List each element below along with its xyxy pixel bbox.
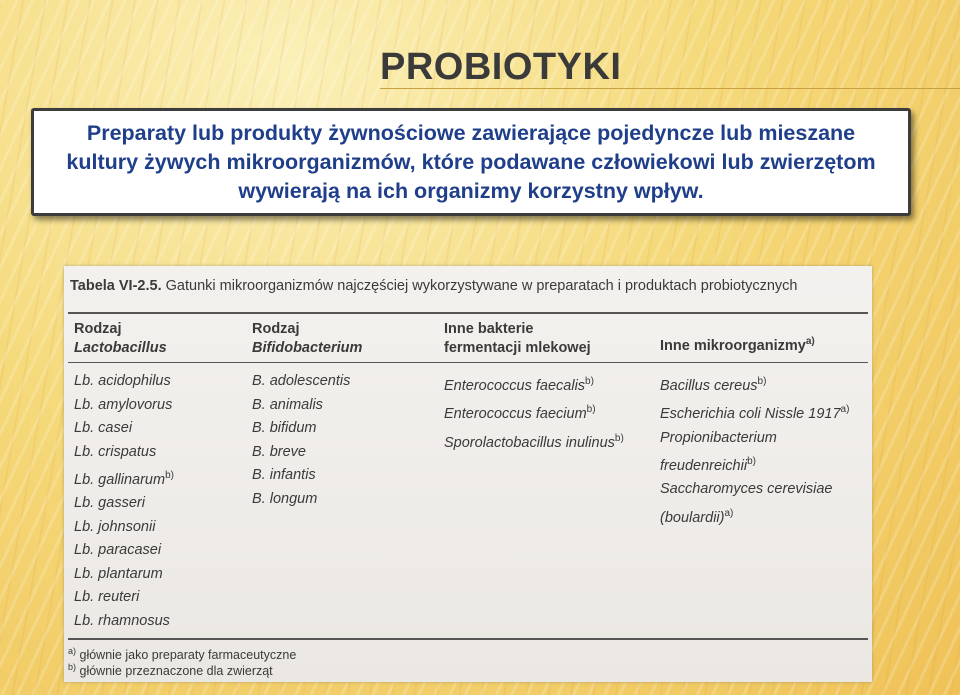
species-name: (boulardii) — [660, 509, 725, 526]
species-item — [660, 370, 849, 398]
column-header-line: Inne bakterie — [444, 321, 534, 337]
slide-title: PROBIOTYKI — [380, 46, 622, 88]
column-header-genus: Lactobacillus — [74, 340, 167, 356]
column-header-lactic-bacteria — [444, 320, 591, 358]
footnote-a — [68, 646, 296, 662]
species-item — [660, 502, 849, 530]
table-caption-text: Gatunki mikroorganizmów najczęściej wykorzystywane w preparatach i produktach probiotycznych — [165, 278, 798, 294]
species-item — [74, 394, 174, 418]
species-item — [74, 370, 174, 394]
species-name: freudenreichii — [660, 457, 748, 474]
species-item — [74, 441, 174, 465]
species-item — [74, 610, 174, 634]
species-item — [74, 492, 174, 516]
footnote-mark: a) — [724, 507, 734, 519]
species-item — [74, 586, 174, 610]
column-lactobacillus — [74, 370, 174, 633]
species-name: Lb. reuteri — [74, 589, 140, 606]
species-item — [74, 516, 174, 540]
species-name: Lb. rhamnosus — [74, 612, 170, 629]
footnote-b — [68, 662, 273, 678]
species-name: Lb. acidophilus — [74, 373, 171, 389]
species-name: B. breve — [252, 443, 306, 460]
footnote-mark: b) — [757, 376, 767, 387]
table-bottom-rule — [68, 638, 868, 640]
footnote-mark: b) — [747, 456, 756, 468]
species-name: Bacillus cereus — [660, 377, 758, 394]
table-caption-label: Tabela VI-2.5. — [70, 278, 162, 294]
species-item — [252, 464, 350, 488]
species-name: Lb. amylovorus — [74, 396, 173, 413]
column-header-genus: Bifidobacterium — [252, 340, 363, 356]
footnote-text: głównie jako preparaty farmaceutyczne — [79, 648, 297, 663]
definition-text: Preparaty lub produkty żywnościowe zawierające pojedyncze lub mieszane kultury żywych mikroorganizmów, które podawane człowiekowi lub zwierzętom wywierają na ich organizmy korzystny wpływ. — [66, 120, 876, 203]
footnote-mark: a) — [840, 404, 850, 416]
species-item — [444, 370, 624, 398]
species-name: Lb. paracasei — [74, 542, 162, 559]
species-item — [252, 488, 350, 512]
species-name: Saccharomyces cerevisiae — [660, 481, 833, 498]
species-name: Lb. crispatus — [74, 443, 157, 460]
species-name: Lb. gasseri — [74, 495, 145, 512]
species-item — [660, 427, 849, 451]
table-caption — [70, 278, 797, 294]
column-header-footnote-mark: a) — [805, 336, 815, 347]
species-name: B. longum — [252, 490, 318, 507]
species-item — [252, 394, 350, 418]
species-item — [444, 398, 624, 426]
column-lactic-bacteria — [444, 370, 624, 455]
footnote-mark: a) — [68, 646, 77, 656]
species-name: Sporolactobacillus inulinus — [444, 434, 615, 451]
species-item — [74, 539, 174, 563]
column-header-line: fermentacji mlekowej — [444, 340, 591, 356]
column-header-bifidobacterium — [252, 320, 362, 358]
species-name: Enterococcus faecalis — [444, 377, 586, 394]
species-name: Lb. casei — [74, 420, 133, 436]
species-item — [252, 370, 350, 394]
title-underline — [380, 88, 960, 89]
species-item — [74, 563, 174, 587]
species-name: Lb. plantarum — [74, 565, 163, 582]
column-header-line: Rodzaj — [252, 321, 300, 337]
species-name: B. adolescentis — [252, 373, 351, 389]
species-item — [252, 441, 350, 465]
species-name: B. animalis — [252, 396, 323, 413]
column-header-lactobacillus — [74, 320, 167, 358]
species-item — [252, 417, 350, 441]
species-item — [74, 417, 174, 441]
column-header-other-microorganisms — [660, 332, 815, 356]
table-header-rule — [68, 362, 868, 363]
column-header-line: Rodzaj — [74, 321, 122, 337]
table-top-rule — [68, 312, 868, 314]
footnote-mark: b) — [614, 432, 624, 444]
footnote-mark: b) — [586, 404, 596, 416]
footnote-mark: b) — [165, 470, 174, 481]
species-name: B. bifidum — [252, 420, 317, 436]
footnote-mark: b) — [585, 376, 594, 387]
species-name: B. infantis — [252, 467, 316, 483]
species-item — [660, 450, 849, 478]
column-other-microorganisms — [660, 370, 849, 530]
species-name: Enterococcus faecium — [444, 406, 587, 423]
species-name: Escherichia coli Nissle 1917 — [660, 406, 841, 423]
species-item — [660, 398, 849, 426]
footnote-text: głównie przeznaczone dla zwierząt — [79, 664, 273, 679]
column-header-line: Inne mikroorganizmy — [660, 337, 806, 354]
species-item — [660, 478, 849, 502]
species-name: Lb. johnsonii — [74, 518, 156, 535]
definition-box — [31, 108, 911, 216]
species-name: Propionibacterium — [660, 429, 777, 446]
column-bifidobacterium — [252, 370, 350, 511]
species-name: Lb. gallinarum — [74, 471, 166, 488]
species-item — [444, 427, 624, 455]
footnote-mark: b) — [68, 662, 77, 672]
scanned-table — [64, 266, 872, 682]
species-item — [74, 464, 174, 492]
